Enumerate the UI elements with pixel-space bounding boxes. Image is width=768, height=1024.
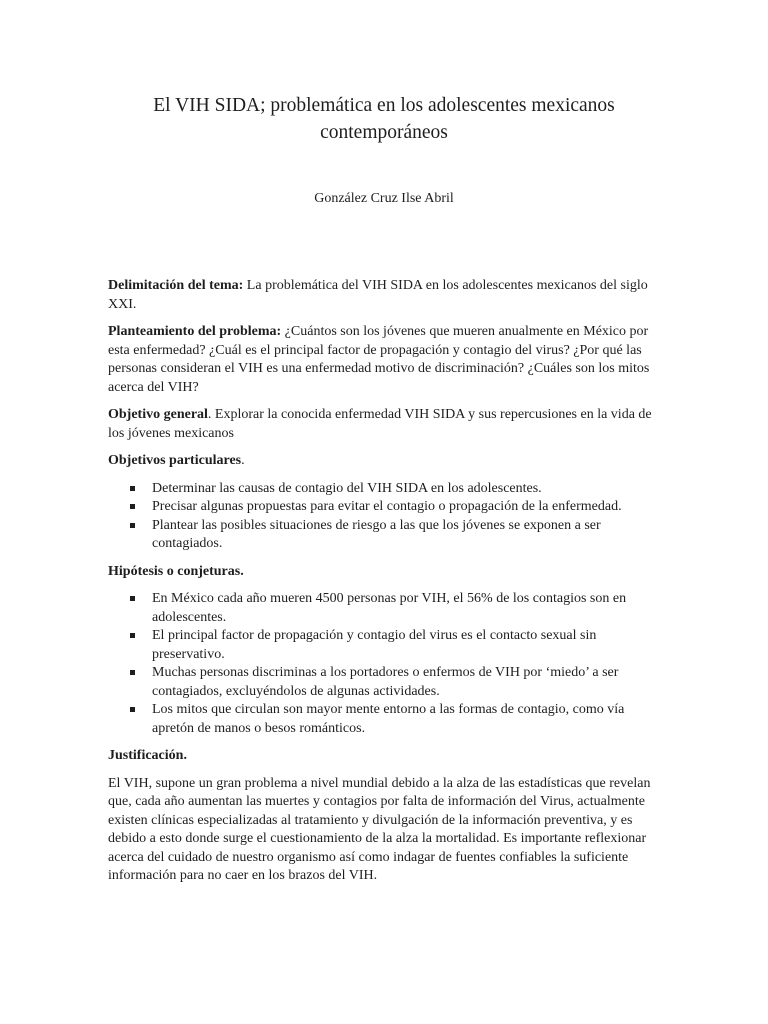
delimitacion-text: La problemática del VIH SIDA en los adolescentes mexicanos del siglo XXI. bbox=[108, 278, 648, 312]
objetivos-particulares-suffix: . bbox=[241, 453, 245, 468]
justificacion-paragraph: El VIH, supone un gran problema a nivel mundial debido a la alza de las estadísticas que revelan que, cada año aumentan las muertes y contagios por falta de información del Virus, actualmente existen clínicas especializadas al tratamiento y divulgación de la información preventiva, y es debido a esto donde surge el cuestionamiento de la alza la mortalidad. Es importante reflexionar acerca del cuidado de nuestro organismo así como indagar de fuentes confiables la suficiente información para no caer en los brazos del VIH. bbox=[108, 775, 651, 883]
justificacion-heading: Justificación. bbox=[108, 748, 187, 763]
document-author: González Cruz Ilse Abril bbox=[314, 191, 454, 206]
planteamiento-text: ¿Cuántos son los jóvenes que mueren anualmente en México por esta enfermedad? ¿Cuál es el principal factor de propagación y contagio del virus? ¿Por qué las personas consideran el VIH es una enfermedad motivo de discriminación? ¿Cuáles son los mitos acerca del VIH? bbox=[108, 324, 650, 395]
objetivo-general-label: Objetivo general bbox=[108, 407, 208, 422]
square-bullet-icon bbox=[130, 670, 135, 675]
list-item-text: En México cada año mueren 4500 personas por VIH, el 56% de los contagios son en adolescentes. bbox=[152, 591, 627, 625]
planteamiento-label: Planteamiento del problema: bbox=[108, 324, 282, 339]
list-item-text: Los mitos que circulan son mayor mente entorno a las formas de contagio, como vía apretón de manos o besos románticos. bbox=[152, 702, 625, 736]
objetivo-general-paragraph bbox=[108, 406, 668, 443]
square-bullet-icon bbox=[130, 486, 135, 491]
list-item bbox=[108, 590, 668, 627]
objetivos-particulares-label: Objetivos particulares bbox=[108, 453, 242, 468]
list-item-text: Precisar algunas propuestas para evitar el contagio o propagación de la enfermedad. bbox=[152, 499, 622, 514]
hipotesis-heading: Hipótesis o conjeturas. bbox=[108, 563, 244, 579]
hipotesis-list bbox=[108, 590, 668, 738]
list-item bbox=[108, 517, 668, 554]
delimitacion-paragraph bbox=[108, 277, 668, 314]
list-item bbox=[108, 701, 668, 738]
planteamiento-paragraph bbox=[108, 323, 668, 397]
list-item bbox=[108, 498, 668, 517]
objetivos-particulares-list bbox=[108, 480, 668, 554]
square-bullet-icon bbox=[130, 596, 135, 601]
list-item bbox=[108, 664, 668, 701]
objetivos-particulares-heading bbox=[108, 452, 668, 471]
square-bullet-icon bbox=[130, 504, 135, 509]
objetivo-general-text: . Explorar la conocida enfermedad VIH SIDA y sus repercusiones en la vida de los jóvenes mexicanos bbox=[108, 407, 652, 441]
list-item-text: Muchas personas discriminas a los portadores o enfermos de VIH por ‘miedo’ a ser contagiados, excluyéndolos de algunas actividades. bbox=[152, 665, 619, 699]
square-bullet-icon bbox=[130, 523, 135, 528]
square-bullet-icon bbox=[130, 633, 135, 638]
square-bullet-icon bbox=[130, 707, 135, 712]
list-item-text: El principal factor de propagación y contagio del virus es el contacto sexual sin preservativo. bbox=[152, 628, 597, 662]
document-body bbox=[108, 277, 668, 895]
delimitacion-label: Delimitación del tema: bbox=[108, 278, 244, 293]
list-item-text: Plantear las posibles situaciones de riesgo a las que los jóvenes se exponen a ser contagiados. bbox=[152, 517, 601, 551]
list-item bbox=[108, 480, 668, 499]
document-title: El VIH SIDA; problemática en los adolescentes mexicanos contemporáneos bbox=[153, 95, 615, 143]
list-item bbox=[108, 627, 668, 664]
list-item-text: Determinar las causas de contagio del VIH SIDA en los adolescentes. bbox=[152, 480, 542, 496]
